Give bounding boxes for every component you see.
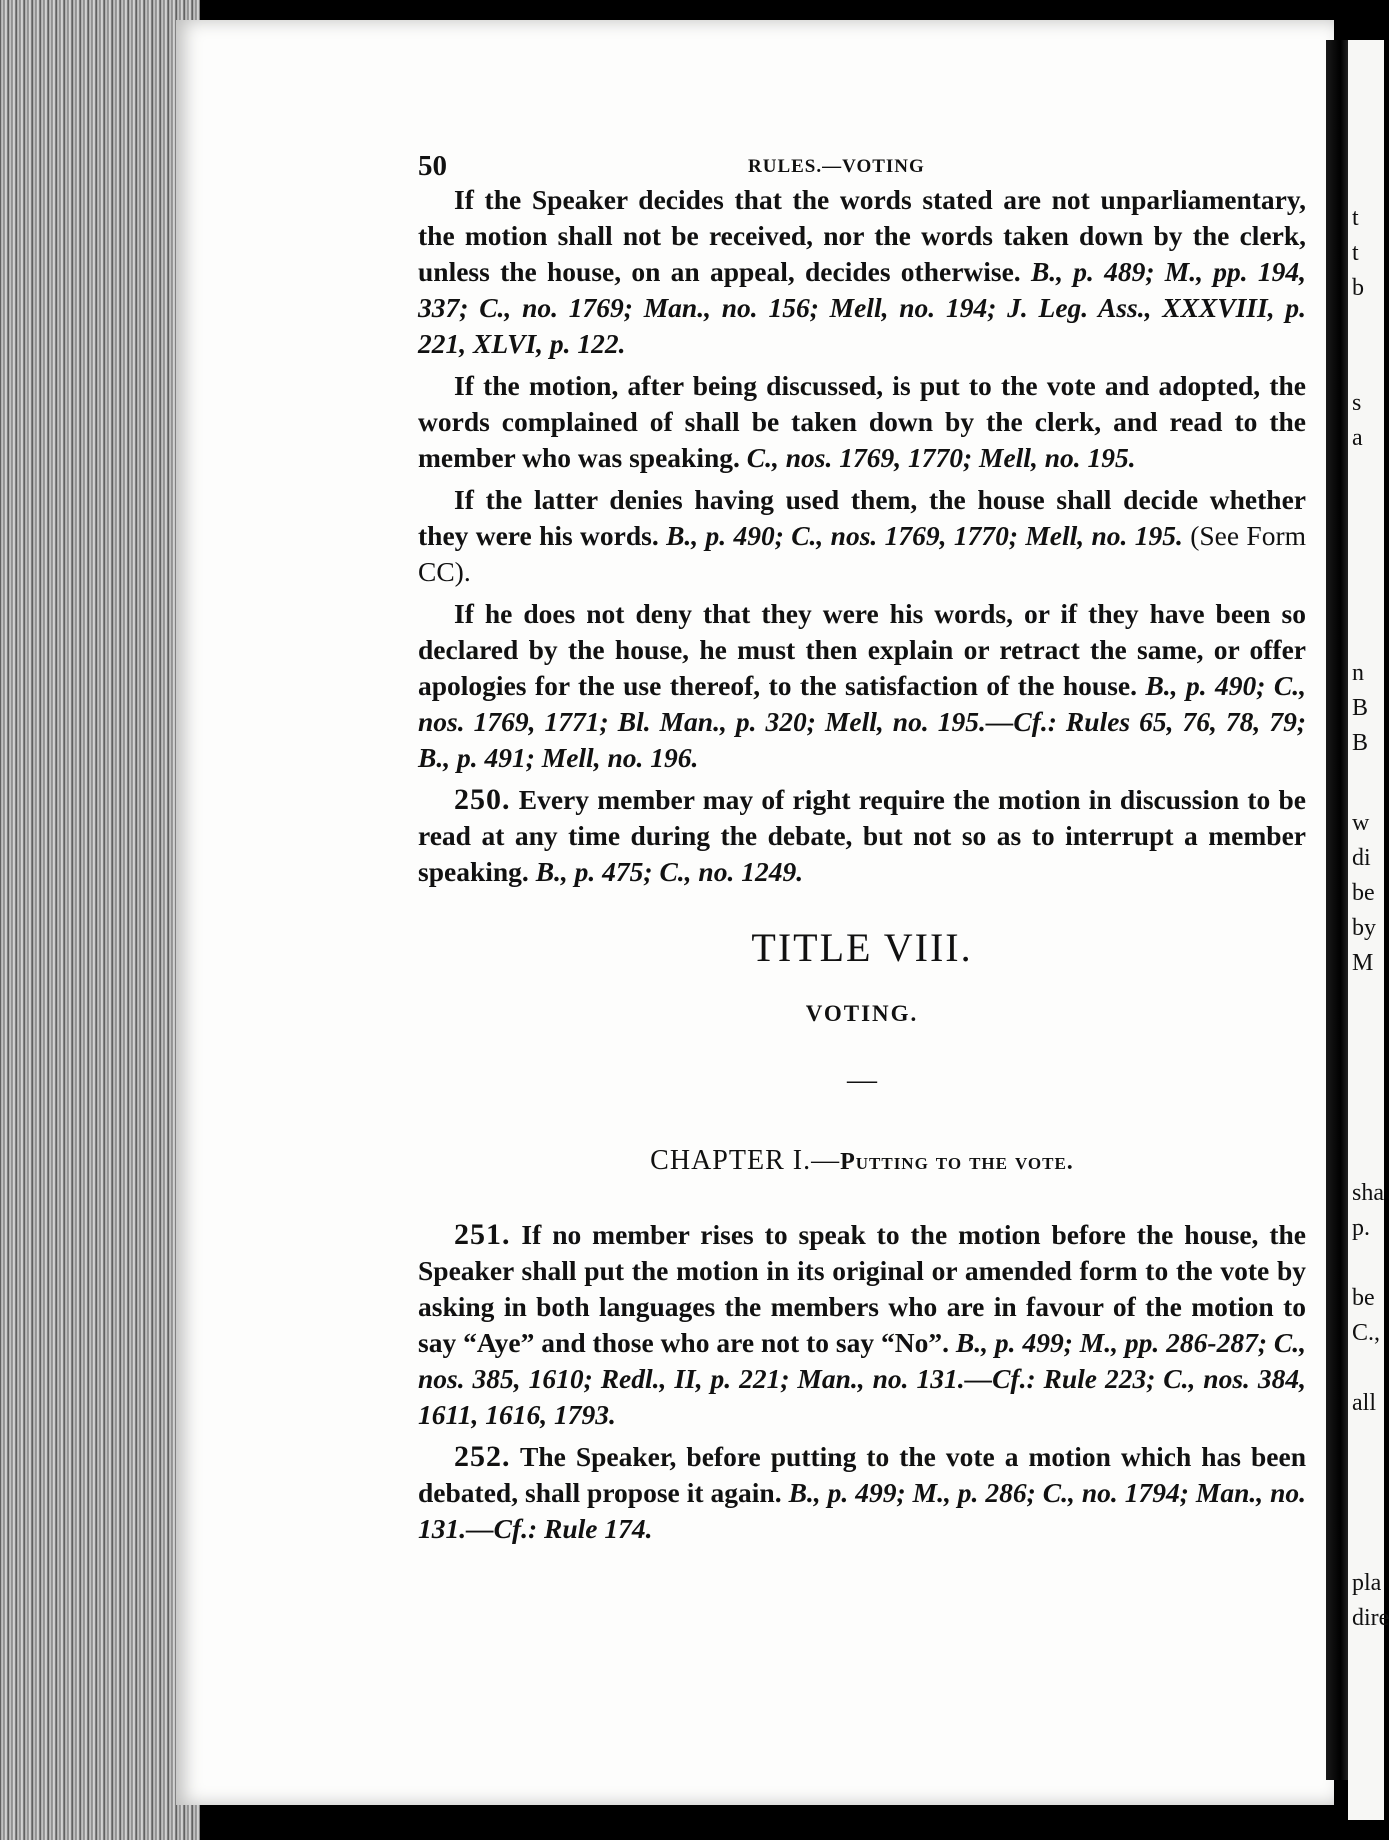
rule-251 [418, 1217, 1306, 1433]
page-number: 50 [418, 150, 447, 182]
chapter-name: Putting to the vote. [840, 1149, 1074, 1175]
citation: B., p. 475; C., no. 1249. [535, 856, 804, 887]
rule-number: 250. [454, 783, 511, 816]
book-page-edges [0, 0, 200, 1840]
facing-fragment: B [1352, 695, 1369, 721]
facing-fragment: a [1352, 425, 1363, 451]
rule-text: The Speaker, before putting to the vote a motion which has been debated, shall propose it again. [418, 1441, 1306, 1508]
citation: B., p. 499; M., pp. 286-287; C., nos. 385, 1610; Redl., II, p. 221; Man., no. 131.—Cf.: Rule 223; C., nos. 384, 1611, 1616, 1793. [418, 1327, 1306, 1430]
paragraph-text: If the motion, after being discussed, is put to the vote and adopted, the words complained of shall be taken down by the clerk, and read to the member who was speaking. [418, 370, 1306, 473]
chapter-heading [418, 1145, 1306, 1177]
facing-fragment: sha [1352, 1180, 1384, 1206]
facing-fragment: s [1352, 390, 1362, 416]
facing-fragment: pla [1352, 1570, 1382, 1596]
facing-fragment: n [1352, 660, 1364, 686]
facing-fragment: be [1352, 1285, 1375, 1311]
running-head [418, 130, 1306, 182]
facing-fragment: by [1352, 915, 1376, 941]
rule-text: If no member rises to speak to the motion before the house, the Speaker shall put the motion in its original or amended form to the vote by asking in both languages the members who are in favour of the motion to say “Aye” and those who are not to say “No”. [418, 1219, 1306, 1358]
title-subtitle: VOTING. [805, 1001, 919, 1026]
facing-fragment: b [1352, 275, 1364, 301]
section-dash: — [847, 1063, 877, 1096]
facing-fragment: dire [1352, 1605, 1389, 1631]
facing-page [1348, 40, 1389, 1820]
paragraph-text: If the Speaker decides that the words stated are not unparliamentary, the motion shall not be received, nor the words taken down by the clerk, unless the house, on an appeal, decides otherwise. [418, 184, 1306, 287]
paragraph [418, 482, 1306, 590]
facing-fragment: all [1352, 1390, 1376, 1416]
form-reference: (See Form CC). [418, 520, 1306, 587]
facing-fragment: M [1352, 950, 1374, 976]
facing-fragment: C., [1352, 1320, 1381, 1346]
rule-number: 252. [454, 1440, 511, 1473]
facing-fragment: p. [1352, 1215, 1370, 1241]
paragraph-text: If the latter denies having used them, the house shall decide whether they were his words. [418, 484, 1306, 551]
facing-fragment: t [1352, 240, 1359, 266]
title-heading: TITLE VIII. [751, 925, 973, 970]
rule-text: Every member may of right require the motion in discussion to be read at any time during the debate, but not so as to interrupt a member speaking. [418, 784, 1307, 887]
paragraph [418, 368, 1306, 476]
paragraph-text: If he does not deny that they were his words, or if they have been so declared by the house, he must then explain or retract the same, or offer apologies for the use thereof, to the satisfaction of the house. [418, 598, 1306, 701]
page-content [418, 130, 1306, 1553]
facing-fragment: B [1352, 730, 1369, 756]
facing-fragment: be [1352, 880, 1375, 906]
facing-fragment: w [1352, 810, 1370, 836]
chapter-prefix: CHAPTER I.— [650, 1145, 841, 1176]
facing-fragment: t [1352, 205, 1359, 231]
paragraph [418, 182, 1306, 362]
facing-fragment: di [1352, 845, 1371, 871]
paragraph [418, 596, 1306, 776]
rule-number: 251. [454, 1218, 511, 1251]
rule-250 [418, 782, 1306, 890]
citation: B., p. 499; M., p. 286; C., no. 1794; Man., no. 131.—Cf.: Rule 174. [418, 1477, 1307, 1544]
citation: C., nos. 1769, 1770; Mell, no. 195. [746, 442, 1136, 473]
citation: B., p. 489; M., pp. 194, 337; C., no. 1769; Man., no. 156; Mell, no. 194; J. Leg. Ass., XXXVIII, p. 221, XLVI, p. 122. [418, 256, 1306, 359]
running-title: RULES.—VOTING [748, 156, 925, 177]
citation: B., p. 490; C., nos. 1769, 1771; Bl. Man., p. 320; Mell, no. 195.—Cf.: Rules 65, 76, 78, 79; B., p. 491; Mell, no. 196. [418, 670, 1307, 773]
book-gutter [1326, 40, 1350, 1780]
citation: B., p. 490; C., nos. 1769, 1770; Mell, no. 195. [666, 520, 1183, 551]
rule-252 [418, 1439, 1306, 1547]
